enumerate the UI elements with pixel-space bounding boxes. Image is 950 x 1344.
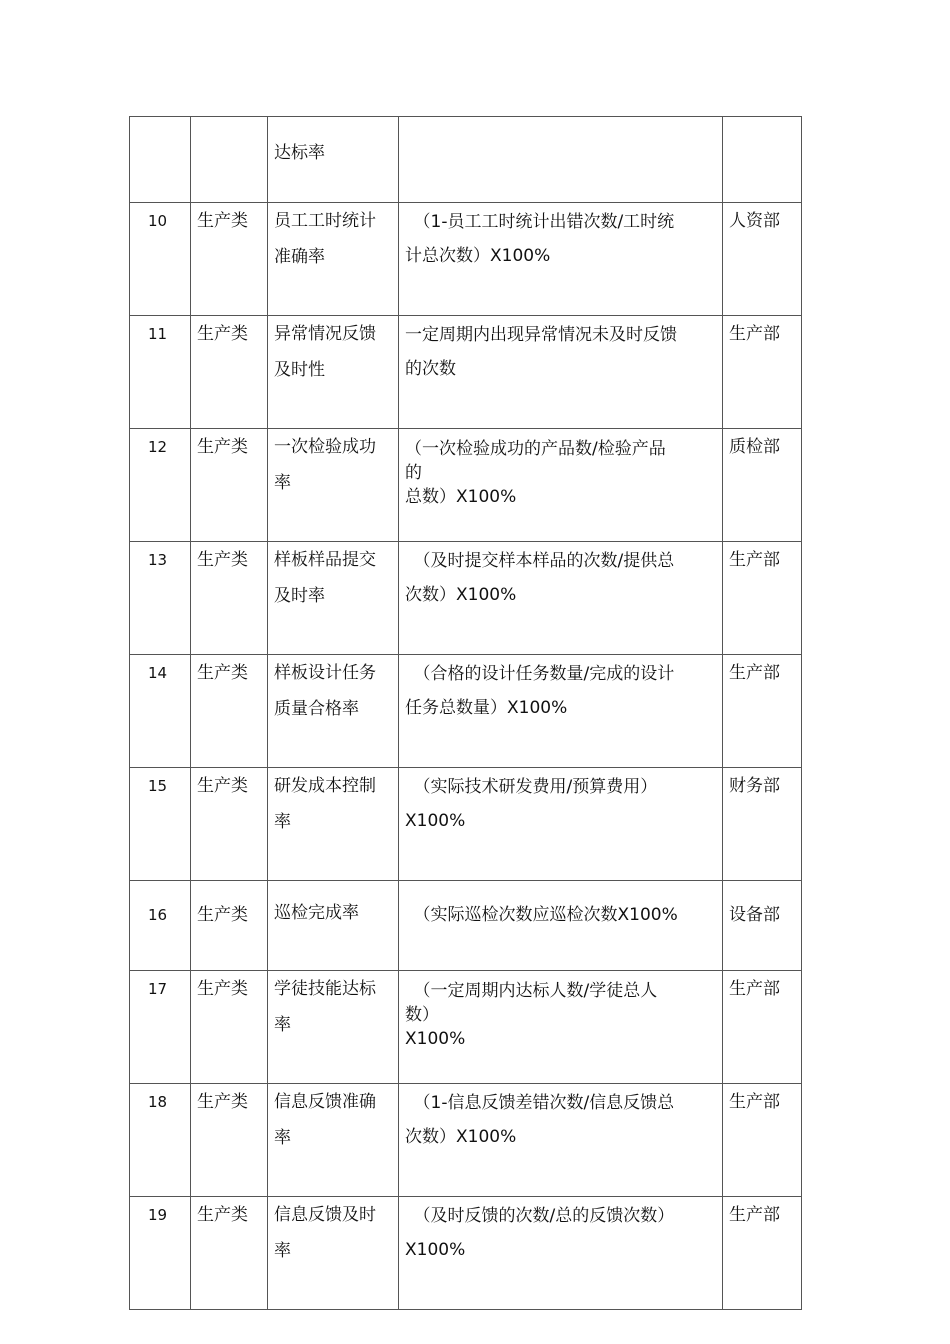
table-row xyxy=(130,203,802,316)
row-formula xyxy=(399,316,723,429)
row-formula xyxy=(399,117,723,203)
formula-text: （一定周期内达标人数/学徒总人 数） X100% xyxy=(405,981,658,1049)
formula-text: （1-员工工时统计出错次数/工时统 计总次数）X100% xyxy=(405,212,675,266)
table-row xyxy=(130,117,802,203)
row-department: 生产部 xyxy=(723,1197,802,1310)
row-category: 生产类 xyxy=(191,1197,268,1310)
row-category: 生产类 xyxy=(191,542,268,655)
row-category xyxy=(191,117,268,203)
indicator-name-text: 一次检验成功 率 xyxy=(274,437,376,493)
row-department: 生产部 xyxy=(723,655,802,768)
row-number: 18 xyxy=(130,1084,191,1197)
table-row xyxy=(130,542,802,655)
row-department: 人资部 xyxy=(723,203,802,316)
indicator-name-text: 巡检完成率 xyxy=(274,903,359,923)
row-formula xyxy=(399,881,723,971)
row-formula xyxy=(399,429,723,542)
row-formula xyxy=(399,1197,723,1310)
row-indicator-name xyxy=(268,429,399,542)
table-row xyxy=(130,768,802,881)
indicator-name-text: 学徒技能达标 率 xyxy=(274,979,376,1035)
table-row xyxy=(130,1197,802,1310)
table-row xyxy=(130,429,802,542)
row-indicator-name xyxy=(268,117,399,203)
table-row xyxy=(130,971,802,1084)
formula-text: （及时反馈的次数/总的反馈次数） X100% xyxy=(405,1206,675,1260)
row-formula xyxy=(399,768,723,881)
row-formula xyxy=(399,1084,723,1197)
row-category: 生产类 xyxy=(191,971,268,1084)
row-number: 13 xyxy=(130,542,191,655)
formula-text: （一次检验成功的产品数/检验产品 的 总数）X100% xyxy=(405,439,666,507)
row-department: 生产部 xyxy=(723,316,802,429)
row-category: 生产类 xyxy=(191,655,268,768)
indicator-name-text: 信息反馈准确 率 xyxy=(274,1092,376,1148)
row-number: 17 xyxy=(130,971,191,1084)
row-category: 生产类 xyxy=(191,768,268,881)
formula-text: （及时提交样本样品的次数/提供总 次数）X100% xyxy=(405,551,675,605)
row-indicator-name xyxy=(268,1084,399,1197)
row-department xyxy=(723,117,802,203)
row-indicator-name xyxy=(268,203,399,316)
indicator-name-text: 样板设计任务 质量合格率 xyxy=(274,663,376,719)
indicator-name-text: 异常情况反馈 及时性 xyxy=(274,324,376,380)
row-number: 14 xyxy=(130,655,191,768)
formula-text: 一定周期内出现异常情况未及时反馈 的次数 xyxy=(405,325,677,379)
kpi-table xyxy=(129,116,802,1310)
row-number: 11 xyxy=(130,316,191,429)
row-department: 质检部 xyxy=(723,429,802,542)
row-number: 16 xyxy=(130,881,191,971)
indicator-name-text: 信息反馈及时 率 xyxy=(274,1205,376,1261)
formula-text: （实际技术研发费用/预算费用） X100% xyxy=(405,777,658,831)
row-indicator-name xyxy=(268,316,399,429)
row-indicator-name xyxy=(268,768,399,881)
row-formula xyxy=(399,542,723,655)
indicator-name-text: 员工工时统计 准确率 xyxy=(274,211,376,267)
row-category: 生产类 xyxy=(191,881,268,971)
table-row xyxy=(130,316,802,429)
row-department: 生产部 xyxy=(723,1084,802,1197)
table-row xyxy=(130,881,802,971)
row-category: 生产类 xyxy=(191,203,268,316)
row-indicator-name xyxy=(268,655,399,768)
row-category: 生产类 xyxy=(191,316,268,429)
row-indicator-name xyxy=(268,881,399,971)
row-department: 生产部 xyxy=(723,971,802,1084)
row-department: 财务部 xyxy=(723,768,802,881)
indicator-name-text: 样板样品提交 及时率 xyxy=(274,550,376,606)
table-row xyxy=(130,655,802,768)
row-number: 10 xyxy=(130,203,191,316)
row-formula xyxy=(399,971,723,1084)
formula-text: （合格的设计任务数量/完成的设计 任务总数量）X100% xyxy=(405,664,675,718)
row-department: 生产部 xyxy=(723,542,802,655)
formula-text: （1-信息反馈差错次数/信息反馈总 次数）X100% xyxy=(405,1093,675,1147)
indicator-name-text: 达标率 xyxy=(274,143,325,163)
row-indicator-name xyxy=(268,542,399,655)
indicator-name-text: 研发成本控制 率 xyxy=(274,776,376,832)
row-number: 15 xyxy=(130,768,191,881)
row-category: 生产类 xyxy=(191,429,268,542)
row-number: 19 xyxy=(130,1197,191,1310)
row-department: 设备部 xyxy=(723,881,802,971)
table-row xyxy=(130,1084,802,1197)
row-formula xyxy=(399,203,723,316)
row-category: 生产类 xyxy=(191,1084,268,1197)
row-formula xyxy=(399,655,723,768)
row-number xyxy=(130,117,191,203)
row-indicator-name xyxy=(268,1197,399,1310)
row-number: 12 xyxy=(130,429,191,542)
row-indicator-name xyxy=(268,971,399,1084)
formula-text: （实际巡检次数应巡检次数X100% xyxy=(405,905,678,925)
